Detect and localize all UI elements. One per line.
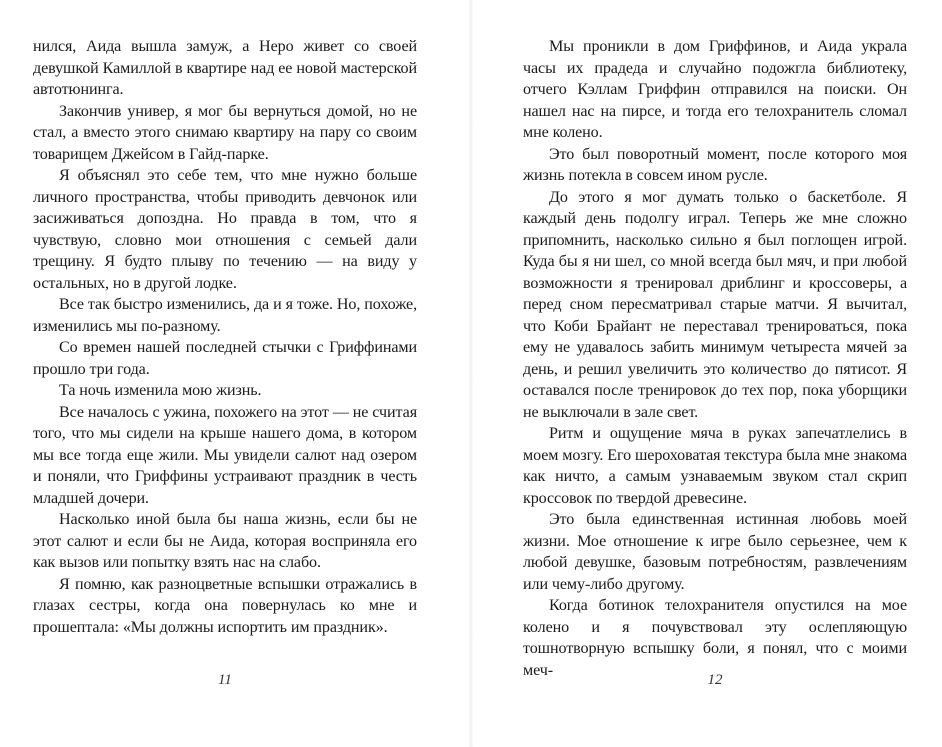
paragraph: Я помню, как разноцветные вспышки отражались в глазах сестры, когда она повернулась ко мне и прошептала: «Мы должны испортить им праздник». bbox=[33, 575, 417, 636]
paragraph: Мы проникли в дом Гриффинов, и Аида украла часы их прадеда и случайно подожгла библиотеку, отчего Кэллам Гриффин отправился на поиски. Он нашел нас на пирсе, и тогда его телохранитель сломал мне колено. bbox=[523, 38, 907, 141]
paragraph: нился, Аида вышла замуж, а Неро живет со своей девушкой Камиллой в квартире над ее новой мастерской автотюнинга. bbox=[33, 38, 417, 98]
paragraph: Это была единственная истинная любовь моей жизни. Мое отношение к игре было серьезнее, чем к любой девушке, базовым потребностям, развлечениям или чему-либо другому. bbox=[523, 511, 907, 593]
page-number-right: 12 bbox=[707, 672, 723, 688]
paragraph: До этого я мог думать только о баскетболе. Я каждый день подолгу играл. Теперь же мне сложно припомнить, насколько сильно я был поглощен игрой. Куда бы я ни шел, со мной всегда был мяч, и при любой возможности я тренировал дриблинг и кроссоверы, а перед сном пересматривал старые матчи. Я вычитал, что Коби Брайант не переставал тренироваться, пока ему не удавалось забить минимум четыреста мячей за день, и решил увеличить это количество до пятисот. Я оставался после тренировок до тех пор, пока уборщики не выключали в зале свет. bbox=[523, 188, 907, 421]
paragraph: Я объяснял это себе тем, что мне нужно больше личного пространства, чтобы приводить девчонок или засиживаться допоздна. Но правда в том, что я чувствую, словно мои отношения с семьей дали трещину. Я будто плыву по течению — на виду у остальных, но в другой лодке. bbox=[33, 167, 417, 292]
paragraph: Все началось с ужина, похожего на этот — не считая того, что мы сидели на крыше нашего дома, в котором мы все тогда еще жили. Мы увидели салют над озером и поняли, что Гриффины устраивают праздник в честь младшей дочери. bbox=[33, 403, 417, 507]
paragraph: Когда ботинок телохранителя опустился на мое колено и я почувствовал эту ослепляющую тошнотворную вспышку боли, я понял, что с моими меч- bbox=[523, 597, 907, 679]
paragraph: Это был поворотный момент, после которого моя жизнь потекла в совсем ином русле. bbox=[523, 145, 907, 184]
paragraph: Со времен нашей последней стычки с Гриффинами прошло три года. bbox=[33, 339, 417, 378]
right-page-text bbox=[523, 36, 907, 681]
paragraph: Та ночь изменила мою жизнь. bbox=[59, 382, 262, 399]
paragraph: Все так быстро изменились, да и я тоже. Но, похоже, изменились мы по-разному. bbox=[33, 296, 417, 335]
left-page-text bbox=[33, 36, 417, 638]
paragraph: Закончив универ, я мог бы вернуться домой, но не стал, а вместо этого снимаю квартиру на пару со своим товарищем Джейсом в Гайд-парке. bbox=[33, 102, 417, 163]
paragraph: Ритм и ощущение мяча в руках запечатлелись в моем мозгу. Его шероховатая текстура была мне знакома как ничто, а самым узнаваемым звуком стал скрип кроссовок по твердой древесине. bbox=[523, 425, 907, 507]
page-number-left: 11 bbox=[218, 672, 232, 688]
paragraph: Насколько иной была бы наша жизнь, если бы не этот салют и если бы не Аида, которая восприняла его как вызов или попытку взять нас на слабо. bbox=[33, 511, 417, 571]
book-gutter bbox=[468, 0, 474, 747]
